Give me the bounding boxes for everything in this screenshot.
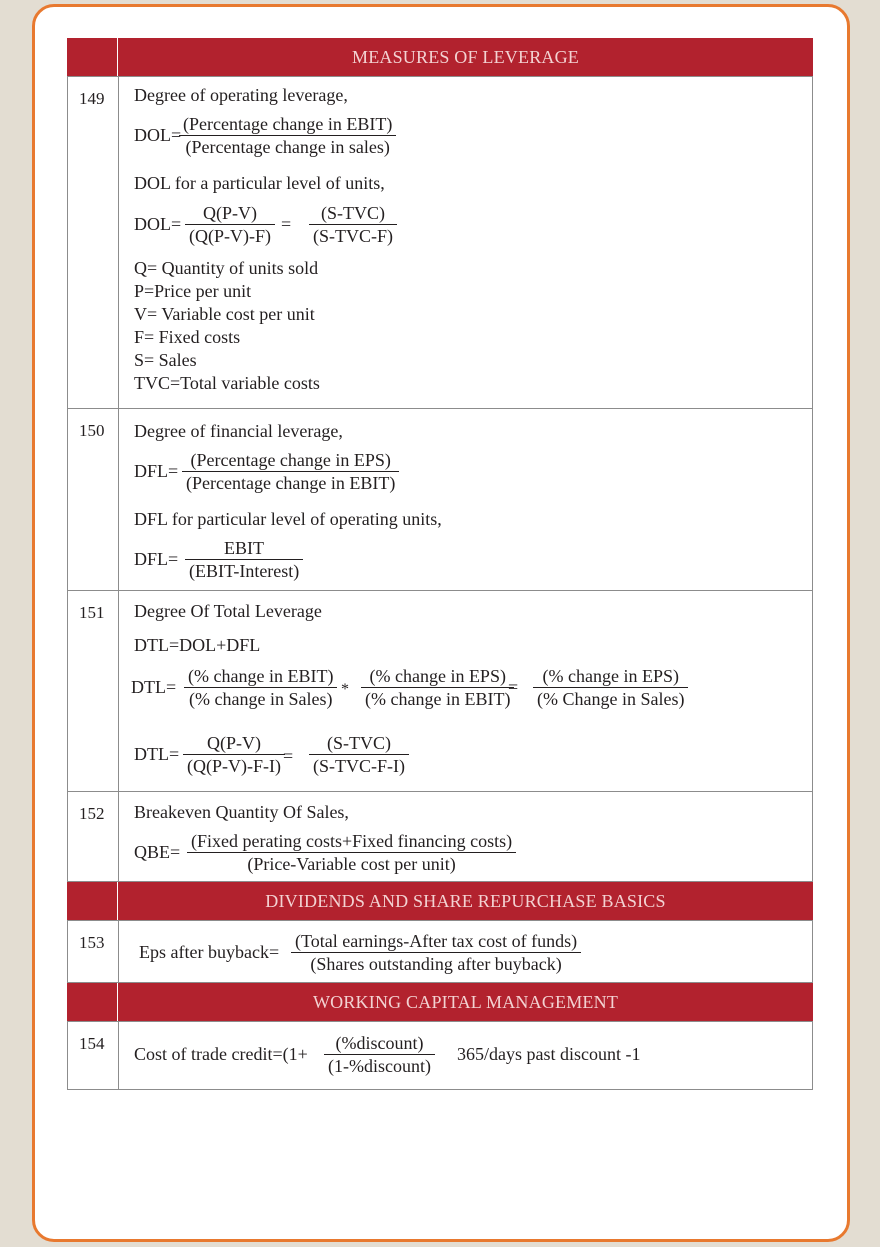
table-row-149 — [67, 77, 813, 409]
dfl-denominator: (Percentage change in EBIT) — [186, 473, 396, 493]
dtl-e-fraction — [309, 732, 409, 777]
qbe-label: QBE= — [134, 842, 181, 862]
header-num-cell — [67, 983, 118, 1021]
row-number: 153 — [68, 921, 119, 982]
dol-fraction — [179, 113, 396, 158]
equals-sign: = — [281, 214, 292, 234]
dtl-c-numerator: (% change in EPS) — [533, 665, 688, 688]
section-header — [67, 983, 813, 1022]
trade-credit-label: Cost of trade credit=(1+ — [134, 1044, 308, 1064]
dol-units-heading: DOL for a particular level of units, — [134, 173, 385, 193]
table-row-154 — [67, 1022, 813, 1090]
multiply-sign: * — [341, 681, 349, 698]
dol-heading: Degree of operating leverage, — [134, 85, 348, 105]
table-row-151 — [67, 591, 813, 792]
table-row-152 — [67, 792, 813, 882]
qbe-denominator: (Price-Variable cost per unit) — [247, 854, 456, 874]
definition-item: V= Variable cost per unit — [134, 304, 315, 324]
row-number: 154 — [68, 1022, 119, 1089]
dtl-sum: DTL=DOL+DFL — [134, 635, 261, 655]
dfl-label: DFL= — [134, 461, 179, 481]
equals-sign: = — [283, 746, 294, 766]
row-content — [119, 1022, 812, 1089]
qbe-heading: Breakeven Quantity Of Sales, — [134, 802, 349, 822]
dfl-units-heading: DFL for particular level of operating units, — [134, 509, 442, 529]
trade-credit-fraction — [324, 1032, 435, 1077]
header-num-cell — [67, 882, 118, 920]
trade-credit-tail: 365/days past discount -1 — [457, 1044, 641, 1064]
dfl-ebit-denominator: (EBIT-Interest) — [189, 561, 300, 581]
eps-label: Eps after buyback= — [139, 942, 280, 962]
dtl-a-fraction — [184, 665, 337, 710]
dtl-a-denominator: (% change in Sales) — [189, 689, 333, 709]
row-content — [119, 921, 812, 982]
qbe-fraction — [187, 830, 516, 875]
definition-item: S= Sales — [134, 350, 197, 370]
dtl-e-denominator: (S-TVC-F-I) — [313, 756, 405, 776]
row-content — [119, 77, 812, 408]
dtl-d-denominator: (Q(P-V)-F-I) — [187, 756, 281, 776]
dfl-heading: Degree of financial leverage, — [134, 421, 343, 441]
table-row-150 — [67, 409, 813, 591]
section-title-measures-of-leverage: MEASURES OF LEVERAGE — [351, 47, 579, 67]
dtl-heading: Degree Of Total Leverage — [134, 601, 322, 621]
dfl-numerator: (Percentage change in EPS) — [182, 449, 399, 472]
row-content — [119, 591, 812, 791]
row-content — [119, 409, 812, 590]
dol-s-denominator: (S-TVC-F) — [313, 226, 393, 246]
dol-denominator: (Percentage change in sales) — [185, 137, 390, 157]
equals-sign: = — [508, 677, 519, 697]
section-title-working-capital: WORKING CAPITAL MANAGEMENT — [312, 992, 619, 1012]
qbe-numerator: (Fixed perating costs+Fixed financing costs) — [187, 830, 516, 853]
definition-item: F= Fixed costs — [134, 327, 241, 347]
section-title-dividends: DIVIDENDS AND SHARE REPURCHASE BASICS — [265, 891, 666, 911]
dtl-label: DTL= — [131, 677, 177, 697]
dtl-b-denominator: (% change in EBIT) — [365, 689, 511, 709]
dol-q-denominator: (Q(P-V)-F) — [189, 226, 271, 246]
definition-item: P=Price per unit — [134, 281, 252, 301]
dtl-a-numerator: (% change in EBIT) — [184, 665, 337, 688]
dtl-e-numerator: (S-TVC) — [309, 732, 409, 755]
trade-credit-denominator: (1-%discount) — [328, 1056, 431, 1076]
dol-q-fraction — [185, 202, 275, 247]
dtl-c-denominator: (% Change in Sales) — [537, 689, 685, 709]
section-header — [67, 38, 813, 77]
header-num-cell — [67, 38, 118, 76]
dol-q-numerator: Q(P-V) — [185, 202, 275, 225]
dfl-fraction — [182, 449, 399, 494]
dtl-b-fraction — [361, 665, 514, 710]
dol-s-numerator: (S-TVC) — [309, 202, 397, 225]
row-number: 152 — [68, 792, 119, 881]
row-number: 149 — [68, 77, 119, 408]
dol2-label: DOL= — [134, 214, 182, 234]
eps-denominator: (Shares outstanding after buyback) — [310, 954, 562, 974]
row-content — [119, 792, 812, 881]
dfl-ebit-numerator: EBIT — [185, 537, 303, 560]
definition-item: TVC=Total variable costs — [134, 373, 320, 393]
table-row-153 — [67, 921, 813, 983]
dol-s-fraction — [309, 202, 397, 247]
trade-credit-numerator: (%discount) — [324, 1032, 435, 1055]
dol-label: DOL= — [134, 125, 182, 145]
definition-item: Q= Quantity of units sold — [134, 258, 319, 278]
dtl-c-fraction — [533, 665, 688, 710]
dfl-ebit-fraction — [185, 537, 303, 582]
eps-numerator: (Total earnings-After tax cost of funds) — [291, 930, 581, 953]
section-header — [67, 882, 813, 921]
dtl-b-numerator: (% change in EPS) — [361, 665, 514, 688]
dol-numerator: (Percentage change in EBIT) — [179, 113, 396, 136]
row-number: 151 — [68, 591, 119, 791]
dfl2-label: DFL= — [134, 549, 179, 569]
dtl-d-numerator: Q(P-V) — [183, 732, 285, 755]
dtl-d-fraction — [183, 732, 285, 777]
formula-table — [67, 38, 813, 1090]
eps-fraction — [291, 930, 581, 975]
variable-definitions — [134, 257, 320, 395]
row-number: 150 — [68, 409, 119, 590]
dtl2-label: DTL= — [134, 744, 180, 764]
